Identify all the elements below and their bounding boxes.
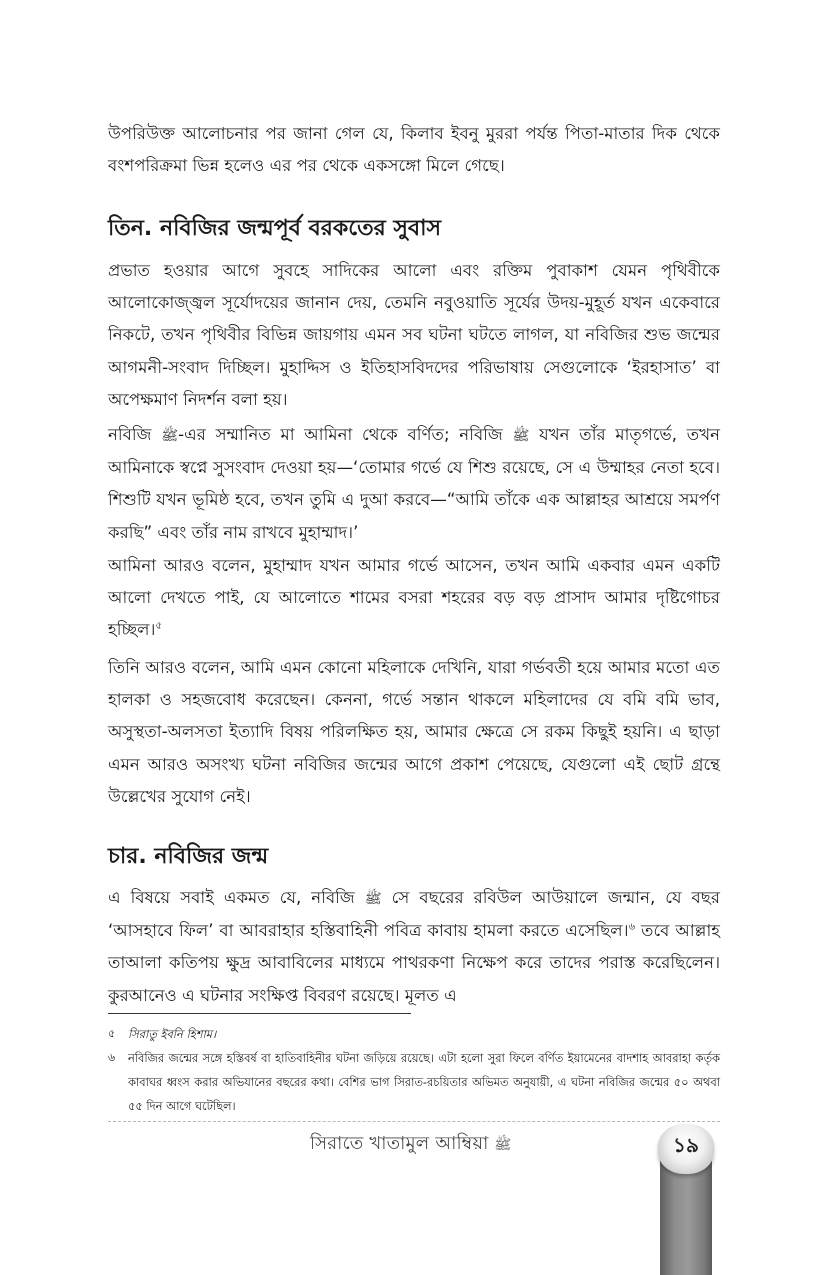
paragraph-text: এ বিষয়ে সবাই একমত যে, নবিজি (108, 888, 365, 907)
footer-divider (108, 1121, 720, 1122)
paragraph-text: নবিজি (108, 425, 162, 444)
section-three-paragraph-4: তিনি আরও বলেন, আমি এমন কোনো মহিলাকে দেখিনি, যারা গর্ভবতী হয়ে আমার মতো এত হালকা ও সহজবোধ করেছেন। কেননা, গর্ভে সন্তান থাকলে মহিলাদের যে বমি বমি ভাব, অসুস্থতা-অলসতা ইত্যাদি বিষয় পরিলক্ষিত হয়, আমার ক্ষেত্রে সে রকম কিছুই হয়নি। এ ছাড়া এমন আরও অসংখ্য ঘটনা নবিজির জন্মের আগে প্রকাশ পেয়েছে, যেগুলো এই ছোট গ্রন্থে উল্লেখের সুযোগ নেই। (108, 658, 720, 806)
section-four-paragraph-1 (108, 882, 720, 1012)
footnote-reference[interactable]: ৫ (155, 620, 162, 632)
intro-paragraph: উপরিউক্ত আলোচনার পর জানা গেল যে, কিলাব ইবনু মুররা পর্যন্ত পিতা-মাতার দিক থেকে বংশপরিক্রমা ভিন্ন হলেও এর পর থেকে একসঙ্গো মিলে গেছে। (108, 124, 720, 176)
honorific-glyph: ﷺ (364, 891, 382, 907)
section-three-paragraph-1: প্রভাত হওয়ার আগে সুবহে সাদিকের আলো এবং রক্তিম পুবাকাশ যেমন পৃথিবীকে আলোকোজ্জ্বল সূর্যোদয়ের জানান দেয়, তেমনি নবুওয়াতি সূর্যের উদয়-মুহূর্ত যখন একেবারে নিকটে, তখন পৃথিবীর বিভিন্ন জায়গায় এমন সব ঘটনা ঘটতে লাগল, যা নবিজির শুভ জন্মের আগমনী-সংবাদ দিচ্ছিল। মুহাদ্দিস ও ইতিহাসবিদদের পরিভাষায় সেগুলোকে ‘ইরহাসাত’ বা অপেক্ষমাণ নিদর্শন বলা হয়। (108, 261, 720, 409)
paragraph-text: তবে আল্লাহ তাআলা কতিপয় ক্ষুদ্র আবাবিলের মাধ্যমে পাথরকণা নিক্ষেপ করে তাদের পরাস্ত করেছিলেন। কুরআনেও এ ঘটনার সংক্ষিপ্ত বিবরণ রয়েছে। মূলত এ (108, 921, 721, 1005)
running-title-text: সিরাতে খাতামুল আম্বিয়া (310, 1133, 489, 1154)
honorific-glyph: ﷺ (161, 428, 179, 444)
footnotes (108, 1022, 720, 1118)
footnote-text: নবিজির জন্মের সঙ্গে হস্তিবর্ষ বা হাতিবাহিনীর ঘটনা জড়িয়ে রয়েছে। এটা হলো সুরা ফিলে বর্ণিত ইয়ামেনের বাদশাহ আবরাহা কর্তৃক কাবাঘর ধ্বংস করার অভিযানের বছরের কথা। বেশির ভাগ সিরাত-রচয়িতার অভিমত অনুযায়ী, এ ঘটনা নবিজির জন্মের ৫০ অথবা ৫৫ দিন আগে ঘটেছিল। (128, 1051, 720, 1113)
section-three-heading: তিন. নবিজির জন্মপূর্ব বরকতের সুবাস (108, 216, 442, 241)
footnote-item (108, 1046, 720, 1118)
footnote-text: সিরাতু ইবনি হিশাম। (128, 1027, 217, 1041)
honorific-glyph: ﷺ (494, 1137, 512, 1153)
footnote-number: ৬ (108, 1051, 116, 1064)
section-three-paragraph-3 (108, 550, 720, 647)
section-four-heading: চার. নবিজির জন্ম (108, 844, 269, 869)
paragraph-text: সে বছরের রবিউল আউয়ালে জন্মান, যে বছর ‘আসহাবে ফিল’ বা আবরাহার হস্তিবাহিনী পবিত্র কাবায় হামলা করতে এসেছিল। (108, 888, 720, 941)
footnote-reference[interactable]: ৬ (628, 921, 636, 933)
paragraph-text: -এর সম্মানিত মা আমিনা থেকে বর্ণিত; নবিজি (178, 425, 513, 444)
paragraph-text: যখন তাঁর মাতৃগর্ভে, তখন আমিনাকে স্বপ্নে সুসংবাদ দেওয়া হয়—‘তোমার গর্ভে যে শিশু রয়েছে, সে এ উম্মাহর নেতা হবে। শিশুটি যখন ভূমিষ্ঠ হবে, তখন তুমি এ দুআ করবে—“আমি তাঁকে এক আল্লাহর আশ্রয়ে সমর্পণ করছি” এবং তাঁর নাম রাখবে মুহাম্মাদ।’ (108, 425, 721, 542)
running-title (310, 1129, 511, 1160)
footnote-item (108, 1022, 720, 1046)
paragraph-text: আমিনা আরও বলেন, মুহাম্মাদ যখন আমার গর্ভে আসেন, তখন আমি একবার এমন একটি আলো দেখতে পাই, যে আলোতে শামের বসরা শহরের বড় বড় প্রাসাদ আমার দৃষ্টিগোচর হচ্ছিল। (108, 556, 720, 640)
footnote-divider (108, 1013, 411, 1014)
section-three-paragraph-2 (108, 419, 720, 549)
honorific-glyph: ﷺ (512, 428, 530, 444)
footnote-number: ৫ (108, 1027, 116, 1040)
page-number: ১৯ (673, 1133, 699, 1157)
